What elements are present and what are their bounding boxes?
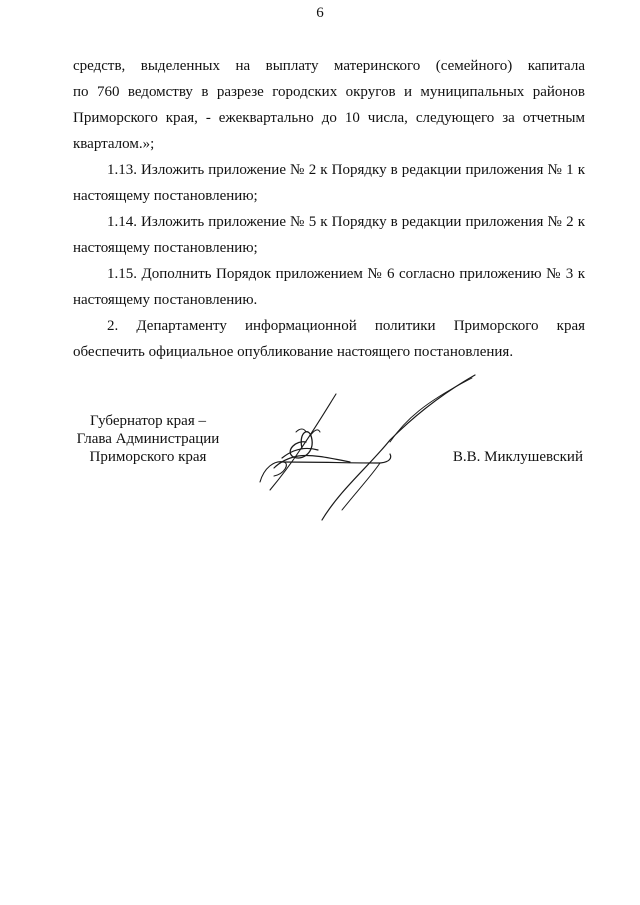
paragraph-line: по 760 ведомству в разрезе городских округов и муниципальных районов <box>73 84 585 100</box>
paragraph-line: кварталом.»; <box>73 136 155 152</box>
signatory-title-line: Приморского края <box>89 449 207 465</box>
signatory-title-line: Глава Администрации <box>76 431 220 447</box>
paragraph-text: 1.14. Изложить приложение № 5 к Порядку в редакции приложения № 2 к настоящему постановлению; <box>73 214 585 256</box>
signatory-name: В.В. Миклушевский <box>452 449 583 465</box>
paragraph-item-2 <box>73 313 585 365</box>
paragraph-text: 1.15. Дополнить Порядок приложением № 6 согласно приложению № 3 к настоящему постановлению. <box>73 266 585 308</box>
paragraph-item-1-15 <box>73 261 585 313</box>
paragraph-text: 1.13. Изложить приложение № 2 к Порядку в редакции приложения № 1 к настоящему постановлению; <box>73 162 585 204</box>
paragraph-item-1-13 <box>73 157 585 209</box>
page-number: 6 <box>316 5 324 21</box>
paragraph-continuation <box>73 53 585 157</box>
paragraph-line: Приморского края, - ежеквартально до 10 числа, следующего за отчетным <box>73 110 585 126</box>
paragraph-text: 2. Департаменту информационной политики Приморского края обеспечить официальное опубликование настоящего постановления. <box>73 318 585 360</box>
signatory-title-line: Губернатор края – <box>90 413 206 429</box>
paragraph-line: средств, выделенных на выплату материнского (семейного) капитала <box>73 58 585 74</box>
paragraph-item-1-14 <box>73 209 585 261</box>
signatory-title <box>68 412 228 466</box>
